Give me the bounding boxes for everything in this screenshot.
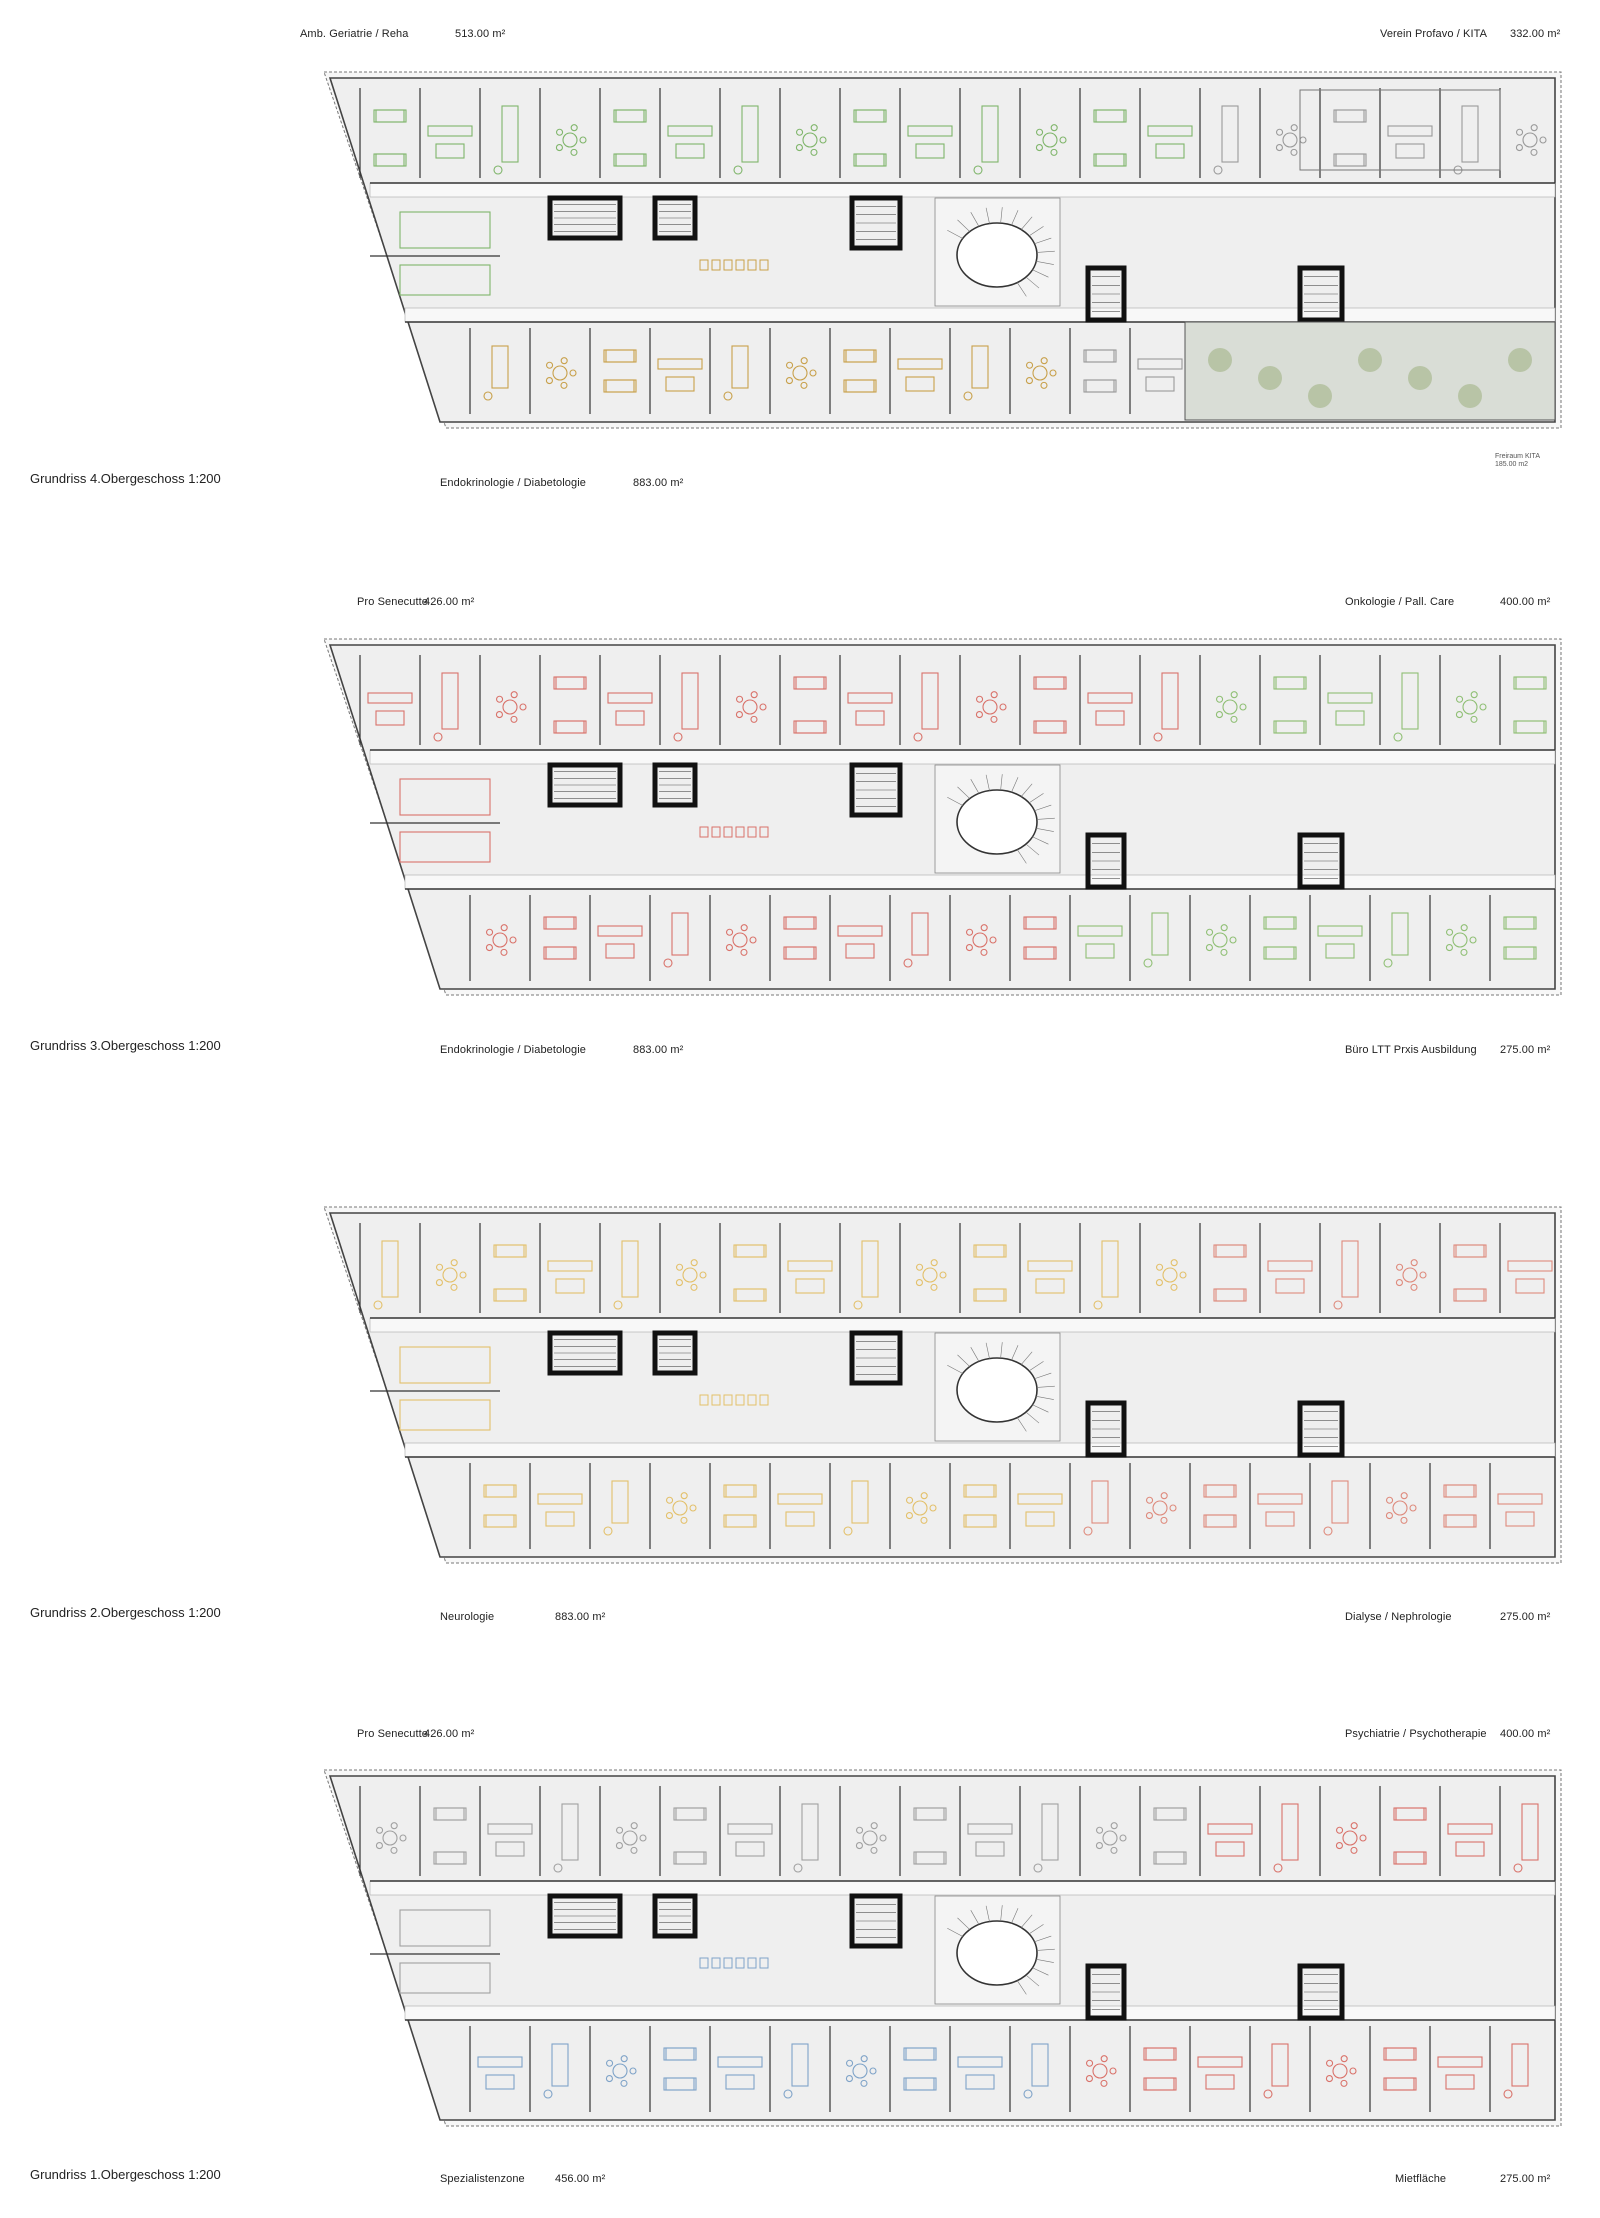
corridor-north <box>370 750 1555 764</box>
corridor-north <box>370 1318 1555 1332</box>
zone-label-bottom-left: Endokrinologie / Diabetologie <box>440 1044 586 1056</box>
corridor-south <box>405 1443 1555 1457</box>
tree <box>1258 366 1282 390</box>
corridor-south <box>405 2006 1555 2020</box>
spiral-stair <box>957 1358 1037 1422</box>
zone-area-top-right: 400.00 m² <box>1500 1728 1551 1740</box>
floor-plan-2 <box>0 1195 1600 1635</box>
tree <box>1358 348 1382 372</box>
zone-label-top-right: Verein Profavo / KITA <box>1380 28 1488 40</box>
zone-label-bottom-left: Neurologie <box>440 1611 495 1623</box>
corridor-south <box>405 875 1555 889</box>
tree <box>1508 348 1532 372</box>
zone-area-bottom-right: 275.00 m² <box>1500 1611 1551 1623</box>
zone-area-top-left: 426.00 m² <box>424 1728 475 1740</box>
zone-area-top-left: 426.00 m² <box>424 596 475 608</box>
floor-plan-4 <box>0 60 1600 500</box>
zone-label-bottom-right: Mietfläche <box>1395 2173 1447 2185</box>
corridor-north <box>370 1881 1555 1895</box>
tree <box>1208 348 1232 372</box>
zone-label-bottom-left: Endokrinologie / Diabetologie <box>440 477 586 489</box>
zone-label-top-right: Psychiatrie / Psychotherapie <box>1345 1728 1487 1740</box>
corridor-north <box>370 183 1555 197</box>
zone-label-bottom-left: Spezialistenzone <box>440 2173 525 2185</box>
zone-area-bottom-left: 883.00 m² <box>633 1044 684 1056</box>
zone-label-top-left: Amb. Geriatrie / Reha <box>300 28 409 40</box>
floor-plan-3 <box>0 627 1600 1067</box>
zone-label-top-left: Pro Senecutte <box>357 596 429 608</box>
spiral-stair <box>957 223 1037 287</box>
floor-title: Grundriss 4.Obergeschoss 1:200 <box>30 471 221 486</box>
floor-title: Grundriss 1.Obergeschoss 1:200 <box>30 2167 221 2182</box>
zone-area-top-right: 332.00 m² <box>1510 28 1561 40</box>
spiral-stair <box>957 1921 1037 1985</box>
zone-label-top-left: Pro Senecutte <box>357 1728 429 1740</box>
tree <box>1458 384 1482 408</box>
zone-area-top-right: 400.00 m² <box>1500 596 1551 608</box>
corridor-south <box>405 308 1555 322</box>
zone-area-bottom-right: 275.00 m² <box>1500 1044 1551 1056</box>
floor-plan-1 <box>0 1758 1600 2198</box>
tree <box>1408 366 1432 390</box>
zone-label-bottom-right: Büro LTT Prxis Ausbildung <box>1345 1044 1477 1056</box>
zone-area-bottom-left: 456.00 m² <box>555 2173 606 2185</box>
zone-area-bottom-right: 275.00 m² <box>1500 2173 1551 2185</box>
freiraum-label: Freiraum KITA <box>1495 453 1540 460</box>
zone-area-bottom-left: 883.00 m² <box>633 477 684 489</box>
floor-title: Grundriss 3.Obergeschoss 1:200 <box>30 1038 221 1053</box>
floor-title: Grundriss 2.Obergeschoss 1:200 <box>30 1605 221 1620</box>
zone-label-top-right: Onkologie / Pall. Care <box>1345 596 1455 608</box>
tree <box>1308 384 1332 408</box>
zone-area-top-left: 513.00 m² <box>455 28 506 40</box>
zone-area-bottom-left: 883.00 m² <box>555 1611 606 1623</box>
spiral-stair <box>957 790 1037 854</box>
zone-label-bottom-right: Dialyse / Nephrologie <box>1345 1611 1452 1623</box>
freiraum-area: 185.00 m2 <box>1495 461 1529 468</box>
